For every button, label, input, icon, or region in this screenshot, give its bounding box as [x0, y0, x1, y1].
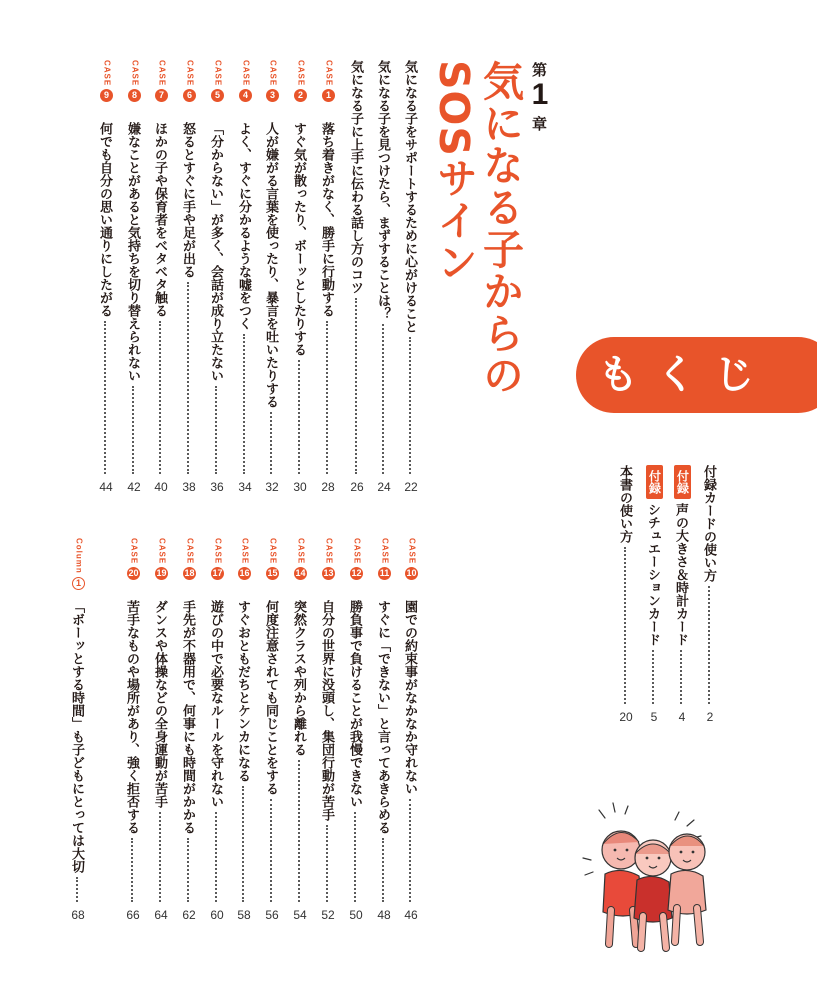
case-entry-title[interactable]: 勝負事で負けることが我慢できない	[347, 600, 362, 808]
chapter-number: 1	[531, 78, 549, 111]
case-word: CASE	[324, 60, 334, 87]
leader-dots	[354, 812, 356, 902]
front-matter-entry-page: 4	[678, 710, 686, 724]
case-entry-page: 36	[210, 480, 224, 494]
case-word: CASE	[268, 538, 278, 565]
case-marker	[182, 60, 197, 102]
intro-entry-page: 24	[377, 480, 391, 494]
case-entry-page: 64	[154, 908, 168, 922]
case-word: CASE	[324, 538, 334, 565]
case-entry-page: 56	[265, 908, 279, 922]
leader-dots	[652, 650, 654, 704]
column-entry-page: 68	[71, 908, 85, 922]
case-number: 1	[322, 89, 335, 102]
leader-dots	[104, 321, 106, 474]
case-entry-title[interactable]: 突然クラスや列から離れる	[291, 600, 306, 756]
leader-dots	[270, 799, 272, 902]
case-number: 15	[267, 568, 278, 579]
case-entry-page: 32	[265, 480, 279, 494]
case-entry-page: 28	[321, 480, 335, 494]
case-word: CASE	[240, 538, 250, 565]
front-matter-entry-title[interactable]: 付録カードの使い方	[701, 465, 716, 582]
column-entry-title[interactable]: 「ボーッとする時間」も子どもにとっては大切	[69, 600, 84, 873]
case-number: 12	[351, 568, 362, 579]
case-number: 2	[294, 89, 307, 102]
leader-dots	[159, 812, 161, 902]
leader-dots	[382, 838, 384, 902]
case-entry-page: 66	[126, 908, 140, 922]
case-entry-page: 52	[321, 908, 335, 922]
case-word: CASE	[157, 60, 167, 87]
case-word: CASE	[102, 60, 112, 87]
leader-dots	[624, 547, 626, 704]
case-entry-title[interactable]: ほかの子や保育者をベタベタ触る	[152, 122, 167, 317]
leader-dots	[326, 321, 328, 474]
case-entry-title[interactable]: 落ち着きがなく、勝手に行動する	[319, 122, 334, 317]
case-marker	[265, 60, 280, 102]
leader-dots	[298, 760, 300, 902]
case-marker	[293, 60, 308, 102]
leader-dots	[76, 877, 78, 902]
case-entry-title[interactable]: よく、すぐに分かるような嘘をつく	[236, 122, 251, 330]
case-number: 20	[128, 568, 139, 579]
case-word: CASE	[268, 60, 278, 87]
case-entry-title[interactable]: 怒るとすぐに手や足が出る	[180, 122, 195, 278]
case-marker	[210, 538, 225, 580]
case-marker	[321, 60, 336, 102]
leader-dots	[131, 838, 133, 902]
case-entry-title[interactable]: 何でも自分の思い通りにしたがる	[97, 122, 112, 317]
case-number: 17	[212, 568, 223, 579]
case-marker	[237, 538, 252, 580]
case-entry-page: 42	[127, 480, 141, 494]
case-entry-page: 48	[377, 908, 391, 922]
case-word: CASE	[241, 60, 251, 87]
front-matter-entry-page: 5	[650, 710, 658, 724]
intro-entry-title[interactable]: 気になる子に上手に伝わる話し方のコツ	[348, 60, 363, 294]
case-marker	[238, 60, 253, 102]
case-entry-page: 30	[293, 480, 307, 494]
case-entry-page: 54	[293, 908, 307, 922]
front-matter-entry-title[interactable]: シチュエーションカード	[645, 503, 660, 646]
leader-dots	[159, 321, 161, 474]
children-illustration	[575, 800, 725, 960]
case-entry-title[interactable]: すぐおともだちとケンカになる	[235, 600, 250, 782]
case-word: CASE	[213, 60, 223, 87]
case-number: 1	[72, 577, 85, 590]
chapter-title-line1: 気になる子からの	[476, 60, 524, 396]
case-word: CASE	[407, 538, 417, 565]
leader-dots	[187, 282, 189, 474]
case-entry-page: 46	[404, 908, 418, 922]
case-entry-title[interactable]: ダンスや体操などの全身運動が苦手	[152, 600, 167, 808]
case-entry-title[interactable]: すぐに「できない」と言ってあきらめる	[375, 600, 390, 834]
case-word: CASE	[296, 538, 306, 565]
case-word: CASE	[130, 60, 140, 87]
case-word: CASE	[213, 538, 223, 565]
chapter-label-bottom: 章	[530, 116, 548, 131]
case-marker	[377, 538, 392, 580]
case-entry-page: 44	[99, 480, 113, 494]
case-marker	[99, 60, 114, 102]
appendix-badge: 付録	[646, 465, 663, 499]
case-number: 3	[266, 89, 279, 102]
front-matter-entry-title[interactable]: 本書の使い方	[617, 465, 632, 543]
case-number: 18	[184, 568, 195, 579]
case-marker	[210, 60, 225, 102]
case-marker	[349, 538, 364, 580]
front-matter-entry-title[interactable]: 声の大きさ＆時計カード	[673, 503, 688, 646]
case-word: CASE	[185, 60, 195, 87]
leader-dots	[132, 386, 134, 474]
case-word: CASE	[380, 538, 390, 565]
case-marker	[126, 538, 141, 580]
case-entry-page: 60	[210, 908, 224, 922]
column-marker	[71, 538, 86, 590]
case-number: 14	[295, 568, 306, 579]
front-matter-entry-page: 20	[619, 710, 633, 724]
case-entry-title[interactable]: 遊びの中で必要なルールを守れない	[208, 600, 223, 808]
case-marker	[293, 538, 308, 580]
intro-entry-page: 26	[350, 480, 364, 494]
case-word: CASE	[185, 538, 195, 565]
leader-dots	[270, 412, 272, 474]
case-entry-page: 34	[238, 480, 252, 494]
case-word: CASE	[352, 538, 362, 565]
case-marker	[404, 538, 419, 580]
leader-dots	[326, 825, 328, 902]
case-number: 11	[379, 568, 390, 579]
intro-entry-title[interactable]: 気になる子を見つけたら、まずすることは？	[375, 60, 390, 320]
leader-dots	[243, 334, 245, 474]
case-entry-page: 40	[154, 480, 168, 494]
front-matter-entry-page: 2	[706, 710, 714, 724]
case-entry-title[interactable]: 自分の世界に没頭し、集団行動が苦手	[319, 600, 334, 821]
case-entry-page: 62	[182, 908, 196, 922]
case-marker	[182, 538, 197, 580]
case-entry-title[interactable]: 人が嫌がる言葉を使ったり、暴言を吐いたりする	[263, 122, 278, 408]
case-entry-title[interactable]: すぐ気が散ったり、ボーッとしたりする	[291, 122, 306, 356]
case-entry-page: 58	[237, 908, 251, 922]
leader-dots	[409, 337, 411, 474]
leader-dots	[242, 786, 244, 902]
case-entry-title[interactable]: 手先が不器用で、何事にも時間がかかる	[180, 600, 195, 834]
case-entry-title[interactable]: 園での約束事がなかなか守れない	[402, 600, 417, 795]
intro-entry-title[interactable]: 気になる子をサポートするために心がけること	[402, 60, 417, 333]
leader-dots	[708, 586, 710, 704]
leader-dots	[215, 386, 217, 474]
leader-dots	[355, 298, 357, 474]
case-entry-page: 38	[182, 480, 196, 494]
case-number: 13	[323, 568, 334, 579]
chapter-label-top: 第	[530, 62, 548, 77]
case-marker	[321, 538, 336, 580]
case-number: 16	[239, 568, 250, 579]
case-number: 10	[406, 568, 417, 579]
mokuji-title: もくじ	[598, 352, 772, 398]
leader-dots	[680, 650, 682, 704]
appendix-badge: 付録	[674, 465, 691, 499]
leader-dots	[382, 324, 384, 474]
chapter-title-line2: SOSサイン	[430, 60, 478, 283]
case-number: 9	[100, 89, 113, 102]
leader-dots	[298, 360, 300, 474]
case-entry-title[interactable]: 「分からない」が多く、会話が成り立たない	[208, 122, 223, 382]
case-number: 4	[239, 89, 252, 102]
case-word: CASE	[157, 538, 167, 565]
case-word: CASE	[129, 538, 139, 565]
case-marker	[127, 60, 142, 102]
case-entry-title[interactable]: 何度注意されても同じことをする	[263, 600, 278, 795]
case-number: 5	[211, 89, 224, 102]
case-marker	[154, 60, 169, 102]
case-marker	[154, 538, 169, 580]
intro-entry-page: 22	[404, 480, 418, 494]
case-entry-title[interactable]: 嫌なことがあると気持ちを切り替えられない	[125, 122, 140, 382]
case-number: 8	[128, 89, 141, 102]
case-number: 19	[156, 568, 167, 579]
case-number: 7	[155, 89, 168, 102]
leader-dots	[409, 799, 411, 902]
case-word: CASE	[296, 60, 306, 87]
case-word: Column	[74, 538, 84, 574]
leader-dots	[187, 838, 189, 902]
leader-dots	[215, 812, 217, 902]
case-marker	[265, 538, 280, 580]
case-number: 6	[183, 89, 196, 102]
case-entry-title[interactable]: 苦手なものや場所があり、強く拒否する	[124, 600, 139, 834]
case-entry-page: 50	[349, 908, 363, 922]
